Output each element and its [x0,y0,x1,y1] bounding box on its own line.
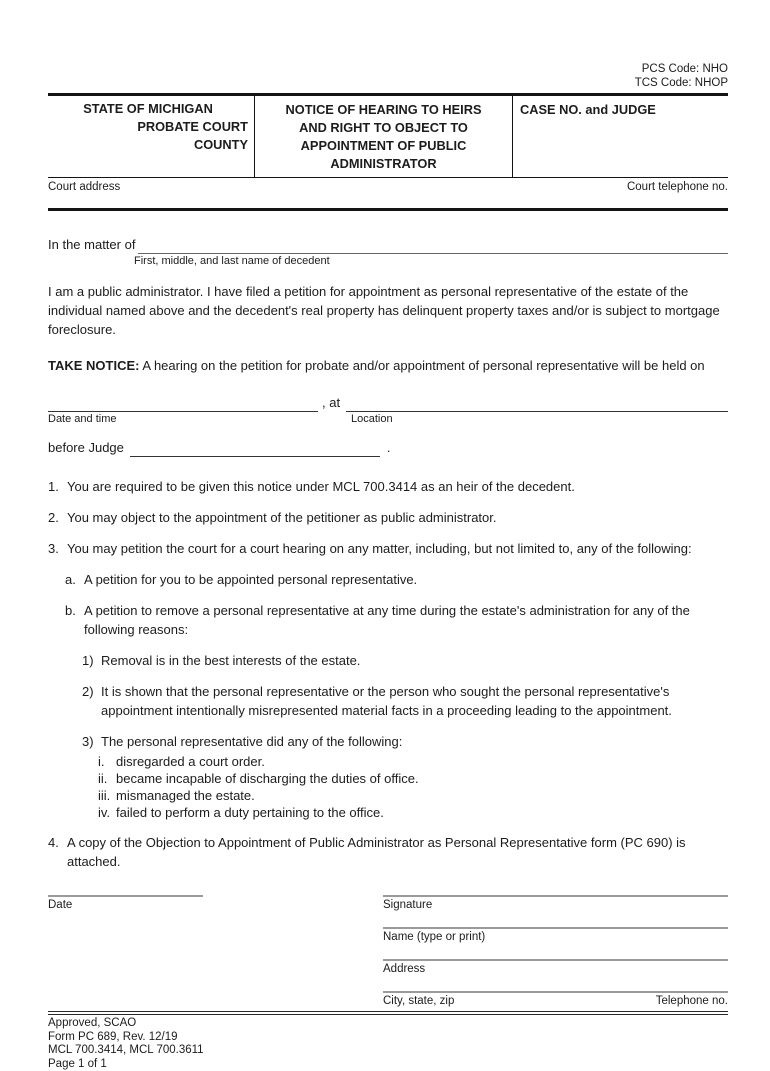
intro-paragraph: I am a public administrator. I have filed a petition for appointment as personal representative of the estate of the individual named above and the decedent's real property has delinquent property taxes and/or is subject to mortgage foreclosure. [48,282,728,339]
list-item-marker: 1. [48,477,67,496]
address-field[interactable] [383,959,728,976]
take-notice-label: TAKE NOTICE: [48,358,139,373]
hearing-date-line[interactable] [48,396,318,412]
at-text: , at [318,393,346,412]
judge-period: . [387,438,391,457]
list-item-marker: b. [65,601,84,639]
list-item [48,508,728,527]
list-item [98,804,728,821]
list-item [82,682,728,720]
form-title-line: ADMINISTRATOR [265,155,502,173]
form-title-line: APPOINTMENT OF PUBLIC [265,137,502,155]
phone-label: Telephone no. [656,994,728,1008]
address-label: Address [383,961,728,976]
date-column [48,895,203,1008]
list-item-text: You may object to the appointment of the petitioner as public administrator. [67,508,728,527]
form-number: Form PC 689, Rev. 12/19 [48,1031,728,1045]
take-notice-paragraph [48,356,728,375]
name-field[interactable] [383,927,728,944]
list-item-text: became incapable of discharging the duties of office. [116,770,728,787]
list-item-text: mismanaged the estate. [116,787,728,804]
list-item [98,753,728,770]
list-item-text: The personal representative did any of the following: [101,732,728,751]
form-title [255,96,513,177]
list-item-marker: 1) [82,651,101,670]
form-title-line: NOTICE OF HEARING TO HEIRS [265,101,502,119]
list-item [98,770,728,787]
judge-row [48,438,728,457]
case-no-cell[interactable] [513,96,728,177]
city-phone-labels [383,993,728,1008]
approved-scao: Approved, SCAO [48,1017,728,1031]
signature-field[interactable] [383,895,728,912]
name-label: Name (type or print) [383,929,728,944]
hearing-location-line[interactable] [346,396,728,412]
form-title-line: AND RIGHT TO OBJECT TO [265,119,502,137]
location-label: Location [351,413,728,426]
tcs-code: TCS Code: NHOP [48,76,728,90]
matter-prefix: In the matter of [48,235,135,254]
decedent-name-hint: First, middle, and last name of decedent [134,255,728,268]
list-item-text: Removal is in the best interests of the estate. [101,651,728,670]
signature-label: Signature [383,897,728,912]
list-item [48,833,728,871]
date-field[interactable] [48,895,203,912]
list-item-marker: a. [65,570,84,589]
page-number: Page 1 of 1 [48,1058,728,1071]
list-item [65,570,728,589]
city-phone-field[interactable] [383,991,728,1008]
form-footer [48,1017,728,1071]
probate-court-label: PROBATE COURT [48,118,248,136]
court-address-label[interactable]: Court address [48,180,120,194]
list-item-marker: 3. [48,539,67,558]
list-item [98,787,728,804]
list-item [82,651,728,670]
case-no-label: CASE NO. and JUDGE [520,100,728,119]
list-item-marker: 2) [82,682,101,720]
court-phone-label[interactable]: Court telephone no. [627,180,728,194]
list-item [48,477,728,496]
court-info-row [48,178,728,211]
before-judge-label: before Judge [48,438,124,457]
list-item-text: failed to perform a duty pertaining to the office. [116,804,728,821]
mcl-citations: MCL 700.3414, MCL 700.3611 [48,1044,728,1058]
list-item-text: A petition for you to be appointed personal representative. [84,570,728,589]
list-item [48,539,728,558]
state-label: STATE OF MICHIGAN [48,100,248,118]
list-item-text: It is shown that the personal representative or the person who sought the personal representative's appointment intentionally misrepresented material facts in a proceeding leading to the appointment. [101,682,728,720]
take-notice-text: A hearing on the petition for probate and/or appointment of personal representative will be held on [139,358,704,373]
date-label: Date [48,897,203,912]
pcs-code: PCS Code: NHO [48,62,728,76]
list-item-marker: 2. [48,508,67,527]
county-label: COUNTY [48,136,248,154]
hearing-labels-row [48,413,728,426]
list-item-marker: iii. [98,787,116,804]
matter-row [48,235,728,254]
list-item-marker: iv. [98,804,116,821]
signature-section [48,895,728,1008]
list-item-marker: 3) [82,732,101,751]
city-label: City, state, zip [383,994,454,1008]
list-item-marker: i. [98,753,116,770]
notice-list [48,477,728,871]
list-item-text: A copy of the Objection to Appointment of Public Administrator as Personal Representative form (PC 690) is attached. [67,833,728,871]
list-item [82,732,728,751]
list-item-marker: ii. [98,770,116,787]
form-header-table [48,93,728,178]
date-time-label: Date and time [48,413,351,426]
list-item-marker: 4. [48,833,67,871]
list-item-text: disregarded a court order. [116,753,728,770]
list-item [65,601,728,639]
signature-column [383,895,728,1008]
hearing-line-row [48,393,728,412]
bottom-double-rule [48,1011,728,1015]
judge-name-line[interactable] [130,441,380,457]
list-item-text: You are required to be given this notice under MCL 700.3414 as an heir of the decedent. [67,477,728,496]
decedent-name-line[interactable] [138,237,728,254]
list-item-text: You may petition the court for a court hearing on any matter, including, but not limited to, any of the following: [67,539,728,558]
court-cell [48,96,255,177]
list-item-text: A petition to remove a personal representative at any time during the estate's administration for any of the following reasons: [84,601,728,639]
form-codes [48,62,728,90]
